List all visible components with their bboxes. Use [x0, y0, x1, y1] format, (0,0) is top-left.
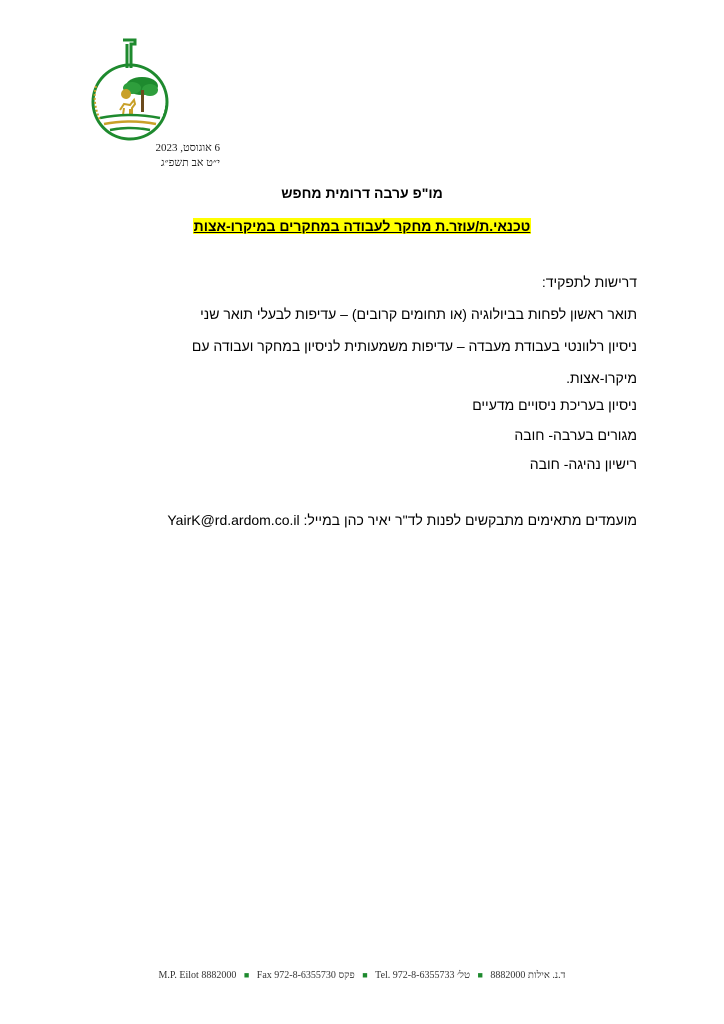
requirement-item: מיקרו-אצות.	[566, 370, 637, 386]
contact-text: מועמדים מתאימים מתבקשים לפנות לד"ר יאיר כהן במייל:	[303, 512, 637, 528]
requirement-item: מגורים בערבה- חובה	[514, 427, 637, 443]
contact-email-link[interactable]: YairK@rd.ardom.co.il	[167, 512, 300, 528]
footer-fax-en: Fax 972-8-6355730	[256, 970, 336, 981]
footer-address-he: ד.נ. אילות 8882000	[490, 970, 566, 981]
requirement-item: ניסיון רלוונטי בעבודת מעבדה – עדיפות משמעותית לניסיון במחקר ועבודה עם	[191, 338, 637, 354]
contact-line	[167, 512, 637, 528]
requirement-item: תואר ראשון לפחות בביולוגיה (או תחומים קרובים) – עדיפות לבעלי תואר שני	[200, 306, 637, 322]
square-bullet-icon: ■	[362, 970, 368, 980]
footer-address-en: M.P. Eilot 8882000	[158, 970, 237, 981]
subtitle-wrapper	[0, 218, 724, 236]
date-block	[80, 141, 220, 171]
square-bullet-icon: ■	[477, 970, 483, 980]
footer-tel-en: Tel. 972-8-6355733	[375, 970, 455, 981]
requirements-heading: דרישות לתפקיד:	[541, 274, 637, 290]
organization-logo	[86, 38, 182, 142]
requirement-item: רישיון נהיגה- חובה	[529, 456, 637, 472]
square-bullet-icon: ■	[243, 970, 250, 980]
requirement-item: ניסיון בעריכת ניסויים מדעיים	[472, 397, 637, 413]
footer	[0, 970, 724, 981]
footer-tel-he: טל׳	[456, 970, 470, 981]
footer-fax-he: פקס	[338, 970, 355, 981]
date-hebrew: י״ט אב תשפ״ג	[160, 157, 220, 169]
job-title-highlighted: טכנאי.ת/עוזר.ת מחקר לעבודה במחקרים במיקרו-אצות	[193, 218, 531, 234]
date-gregorian: 6 אוגוסט, 2023	[155, 142, 220, 154]
document-title: מו"פ ערבה דרומית מחפש	[281, 185, 443, 201]
